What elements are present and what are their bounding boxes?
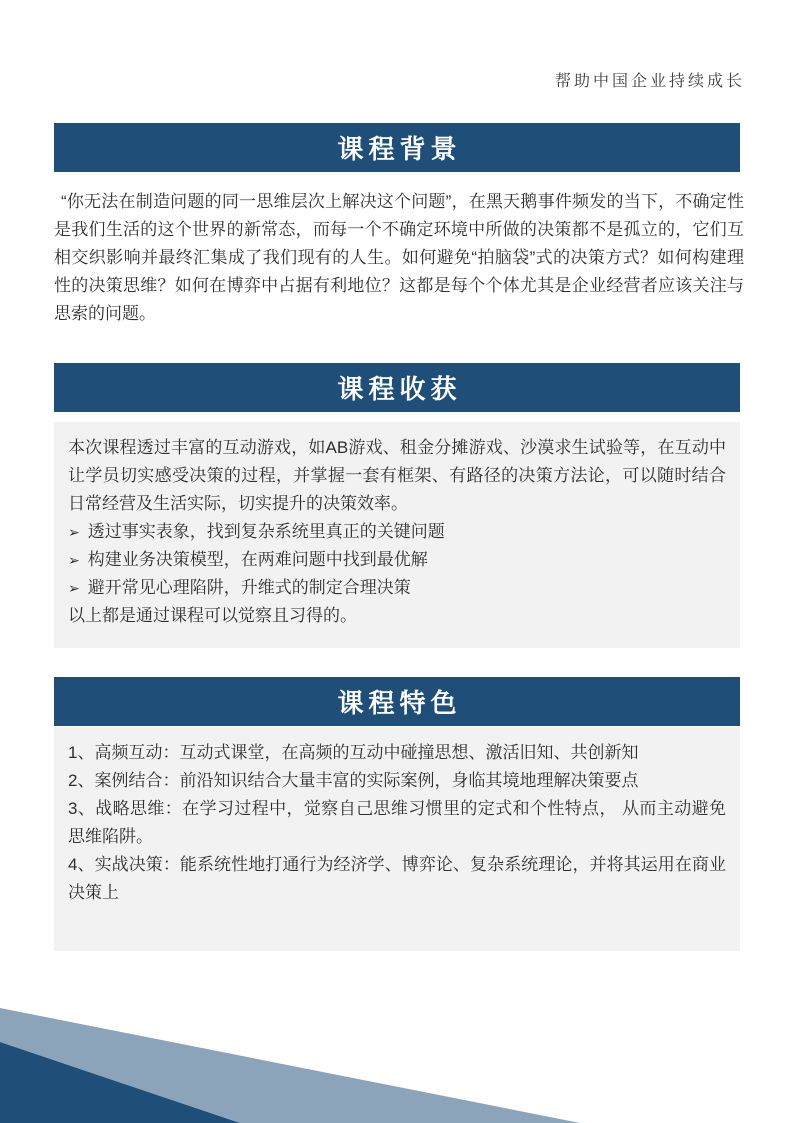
section-title-background: 课程背景 — [337, 134, 462, 164]
gains-bullet — [68, 546, 726, 574]
gains-bullet-text: 构建业务决策模型，在两难问题中找到最优解 — [87, 550, 428, 569]
section-header-background — [54, 123, 740, 172]
background-paragraph: “你无法在制造问题的同一思维层次上解决这个问题”，在黑天鹅事件频发的当下，不确定性是我们生活的这个世界的新常态，而每一个不确定环境中所做的决策都不是孤立的，它们互相交织影响并最终汇集成了我们现有的人生。如何避免“拍脑袋”式的决策方式？如何构建理性的决策思维？如何在博弈中占据有利地位？这都是每个个体尤其是企业经营者应该关注与思索的问题。 — [54, 192, 744, 323]
features-box — [54, 727, 740, 951]
feature-item: 1、高频互动：互动式课堂，在高频的互动中碰撞思想、激活旧知、共创新知 — [68, 743, 639, 762]
header-tagline: 帮助中国企业持续成长 — [554, 73, 745, 90]
arrow-bullet-icon: ➢ — [68, 524, 80, 540]
feature-item: 3、战略思维：在学习过程中，觉察自己思维习惯里的定式和个性特点， 从而主动避免思维陷阱。 — [68, 799, 726, 846]
arrow-bullet-icon: ➢ — [68, 552, 80, 568]
section-title-gains: 课程收获 — [337, 374, 462, 404]
feature-item: 2、案例结合：前沿知识结合大量丰富的实际案例，身临其境地理解决策要点 — [68, 771, 639, 790]
gains-box — [54, 422, 740, 648]
gains-intro: 本次课程透过丰富的互动游戏，如AB游戏、租金分摊游戏、沙漠求生试验等，在互动中让学员切实感受决策的过程，并掌握一套有框架、有路径的决策方法论，可以随时结合日常经营及生活实际，切实提升的决策效率。 — [68, 438, 726, 513]
section-header-gains — [54, 363, 740, 412]
gains-bullet-text: 透过事实表象，找到复杂系统里真正的关键问题 — [87, 522, 445, 541]
gains-bullet-text: 避开常见心理陷阱，升维式的制定合理决策 — [87, 578, 411, 597]
bottom-corner-decoration — [0, 1008, 794, 1123]
gains-bullet — [68, 574, 726, 602]
section-title-features: 课程特色 — [337, 688, 462, 718]
section-header-features — [54, 677, 740, 726]
gains-bullet — [68, 518, 726, 546]
gains-outro: 以上都是通过课程可以觉察且习得的。 — [68, 606, 357, 625]
feature-item: 4、实战决策：能系统性地打通行为经济学、博弈论、复杂系统理论，并将其运用在商业决策上 — [68, 855, 726, 902]
arrow-bullet-icon: ➢ — [68, 580, 80, 596]
